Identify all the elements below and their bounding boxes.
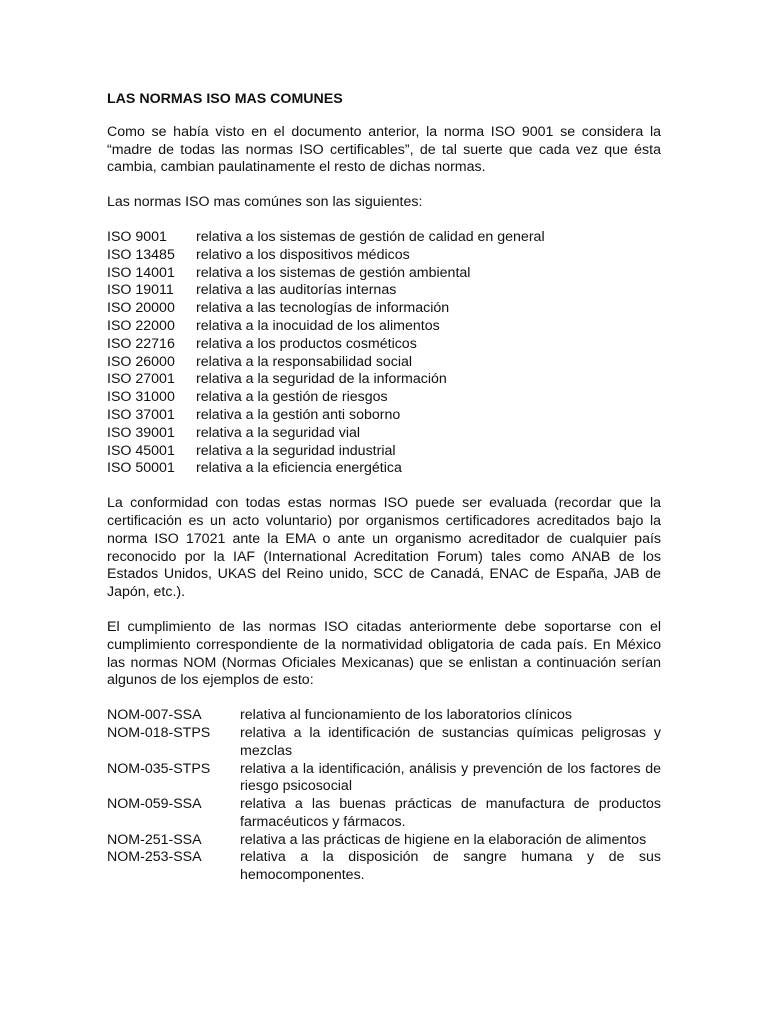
iso-standards-list — [107, 229, 661, 478]
nom-code: NOM-035-STPS — [107, 760, 211, 777]
iso-description: relativa a la gestión de riesgos — [196, 389, 388, 406]
iso-row — [107, 389, 661, 407]
iso-code: ISO 19011 — [107, 282, 174, 299]
page-title: LAS NORMAS ISO MAS COMUNES — [107, 91, 343, 107]
nom-row — [107, 849, 661, 885]
iso-row — [107, 443, 661, 461]
iso-description: relativa a los sistemas de gestión ambiental — [196, 264, 471, 281]
iso-row — [107, 460, 661, 478]
nom-code: NOM-007-SSA — [107, 707, 202, 724]
iso-code: ISO 22000 — [107, 317, 175, 334]
nom-row — [107, 707, 661, 725]
conformity-paragraph: La conformidad con todas estas normas ISO puede ser evaluada (recordar que la certificación es un acto voluntario) por organismos certificadores acreditados bajo la norma ISO 17021 ante la EMA o ante un organismo acreditador de cualquier país reconocido por la IAF (International Acreditation Forum) tales como ANAB de los Estados Unidos, UKAS del Reino unido, SCC de Canadá, ENAC de España, JAB de Japón, etc.). — [107, 495, 661, 601]
nom-code: NOM-018-STPS — [107, 724, 211, 741]
compliance-paragraph: El cumplimiento de las normas ISO citadas anteriormente debe soportarse con el cumplimiento correspondiente de la normatividad obligatoria de cada país. En México las normas NOM (Normas Oficiales Mexicanas) que se enlistan a continuación serían algunos de los ejemplos de esto: — [107, 618, 661, 689]
iso-code: ISO 31000 — [107, 389, 175, 406]
iso-code: ISO 37001 — [107, 406, 175, 423]
iso-code: ISO 45001 — [107, 442, 175, 459]
nom-description: relativa a las prácticas de higiene en la elaboración de alimentos — [240, 831, 647, 848]
iso-code: ISO 9001 — [107, 228, 167, 245]
intro-paragraph: Como se había visto en el documento anterior, la norma ISO 9001 se considera la “madre de todas las normas ISO certificables”, de tal suerte que cada vez que ésta cambia, cambian paulatinamente el resto de dichas normas. — [107, 123, 661, 176]
iso-description: relativa a los productos cosméticos — [196, 335, 417, 352]
iso-code: ISO 22716 — [107, 335, 175, 352]
iso-code: ISO 27001 — [107, 371, 175, 388]
iso-description: relativa a la responsabilidad social — [196, 353, 413, 370]
iso-description: relativa a la eficiencia energética — [196, 460, 402, 477]
iso-description: relativa a la seguridad vial — [196, 424, 361, 441]
iso-row — [107, 318, 661, 336]
iso-description: relativa a las auditorías internas — [196, 282, 397, 299]
iso-code: ISO 50001 — [107, 460, 175, 477]
nom-row — [107, 796, 661, 832]
nom-description: relativa a la disposición de sangre humana y de sus hemocomponentes. — [240, 849, 661, 884]
iso-row — [107, 407, 661, 425]
iso-row — [107, 336, 661, 354]
nom-code: NOM-251-SSA — [107, 831, 202, 848]
iso-row — [107, 354, 661, 372]
iso-code: ISO 26000 — [107, 353, 175, 370]
nom-row — [107, 832, 661, 850]
nom-code: NOM-253-SSA — [107, 849, 202, 866]
iso-row — [107, 300, 661, 318]
iso-row — [107, 425, 661, 443]
nom-code: NOM-059-SSA — [107, 796, 202, 813]
list-intro-paragraph: Las normas ISO mas comúnes son las siguientes: — [107, 194, 423, 211]
iso-row — [107, 229, 661, 247]
iso-description: relativo a los dispositivos médicos — [196, 246, 410, 263]
iso-code: ISO 14001 — [107, 264, 175, 281]
nom-standards-list — [107, 707, 661, 885]
iso-code: ISO 13485 — [107, 246, 175, 263]
nom-description: relativa a las buenas prácticas de manufactura de productos farmacéuticos y fármacos. — [240, 796, 661, 830]
iso-row — [107, 282, 661, 300]
nom-description: relativa a la identificación de sustancias químicas peligrosas y mezclas — [240, 724, 661, 759]
nom-description: relativa a la identificación, análisis y prevención de los factores de riesgo psicosocial — [240, 760, 661, 795]
iso-row — [107, 265, 661, 283]
document-body — [107, 91, 661, 885]
iso-description: relativa a la gestión anti soborno — [196, 406, 401, 423]
iso-row — [107, 247, 661, 265]
iso-description: relativa a la seguridad de la información — [196, 371, 447, 388]
iso-description: relativa a las tecnologías de información — [196, 300, 450, 317]
nom-description: relativa al funcionamiento de los laboratorios clínicos — [240, 707, 573, 724]
iso-description: relativa a la inocuidad de los alimentos — [196, 317, 440, 334]
nom-row — [107, 725, 661, 761]
iso-code: ISO 20000 — [107, 300, 175, 317]
iso-description: relativa a los sistemas de gestión de calidad en general — [196, 228, 545, 245]
iso-row — [107, 371, 661, 389]
nom-row — [107, 761, 661, 797]
iso-code: ISO 39001 — [107, 424, 175, 441]
iso-description: relativa a la seguridad industrial — [196, 442, 396, 459]
